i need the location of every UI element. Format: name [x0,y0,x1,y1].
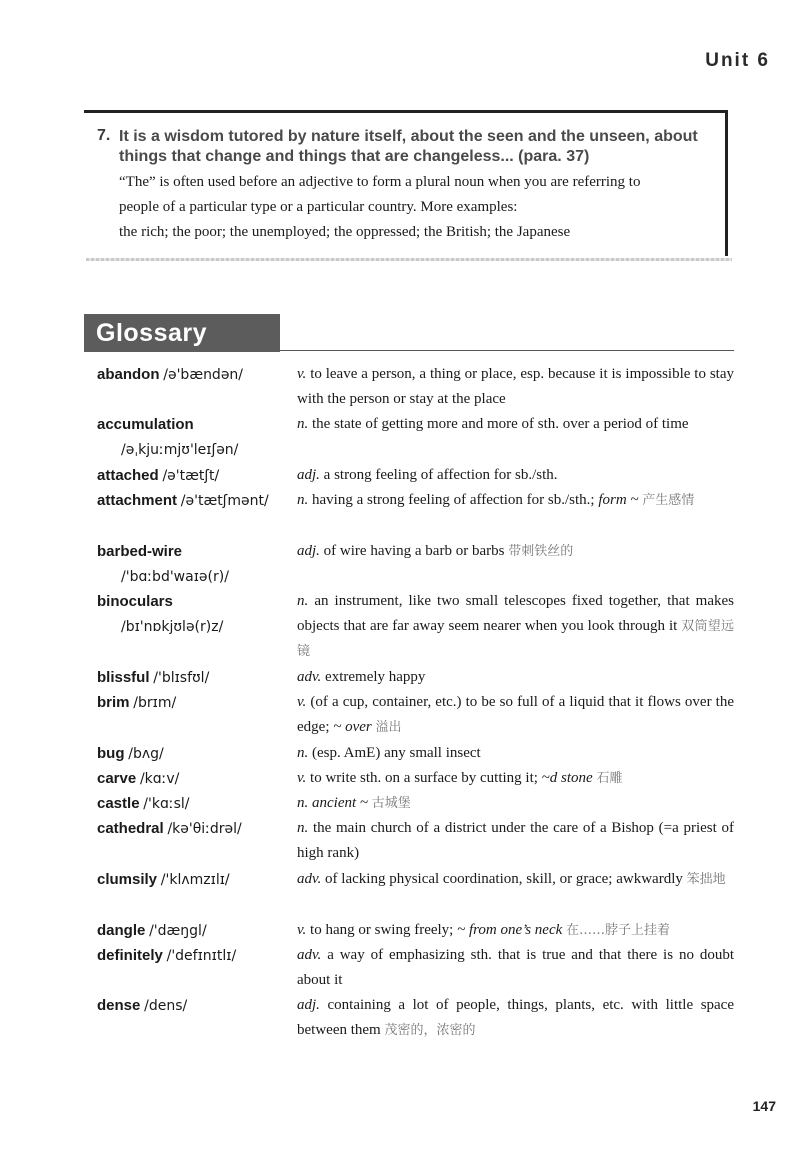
entry-phrase: ~ from one’s neck [457,922,563,938]
entry-def-text: to hang or swing freely; [310,922,454,938]
entry-term [97,993,289,1019]
glossary-rule [280,350,734,351]
entry-term [97,867,289,893]
entry-chinese: 在……脖子上挂着 [566,923,671,938]
entry-def-text: extremely happy [325,669,426,685]
entry-term [97,791,289,817]
entry-phrase: ~ over [333,719,372,735]
entry-word: carve [97,770,137,787]
entry-term [97,362,289,388]
entry-term [97,539,289,590]
entry-pronunciation: /kə'θiːdrəl/ [167,821,242,837]
entry-word: castle [97,795,140,812]
entry-chinese: 石雕 [596,771,623,786]
note-line: “The” is often used before an adjective to form a plural noun when you are referring to [119,174,641,190]
entry-phrase: ancient ~ [312,795,369,811]
entry-pronunciation: /'dæŋgl/ [149,923,207,939]
entry-definition [297,589,734,664]
entry-pos: n. [297,593,309,609]
entry-chinese: 双筒望远镜 [297,619,734,659]
entry-definition [297,362,734,412]
entry-definition [297,943,734,993]
entry-chinese: 古城堡 [371,796,411,811]
entry-def-text: of lacking physical coordination, skill, or grace; awkwardly [325,871,683,887]
entry-phrase: ~d stone [541,770,593,786]
note-box-shadow [86,258,732,261]
entry-pronunciation: /'defɪnɪtlɪ/ [166,948,237,964]
entry-term [97,816,289,842]
entry-def-text: of wire having a barb or barbs [323,543,505,559]
entry-pronunciation: /'blɪsfʊl/ [153,670,210,686]
note-number: 7. [97,127,111,144]
entry-term [97,741,289,767]
entry-word: bug [97,745,125,762]
entry-word: definitely [97,947,163,964]
entry-pronunciation: /dens/ [144,998,188,1014]
entry-word: cathedral [97,820,164,837]
entry-definition [297,463,734,488]
entry-word: dangle [97,922,146,939]
entry-pronunciation: /bɪ'nɒkjʊlə(r)z/ [121,619,224,635]
entry-pos: v. [297,694,307,710]
entry-pronunciation: /ə'bændən/ [163,367,244,383]
entry-def-text: an instrument, like two small telescopes fixed together, that makes objects that are far away seem nearer when you look through it [297,593,734,634]
entry-word: attachment [97,492,178,509]
entry-definition [297,412,734,437]
entry-definition [297,665,734,690]
entry-term [97,918,289,944]
note-line: the rich; the poor; the unemployed; the oppressed; the British; the Japanese [119,224,571,240]
entry-pos: v. [297,922,307,938]
entry-definition [297,816,734,866]
entry-def-text: to write sth. on a surface by cutting it; [310,770,538,786]
entry-pos: n. [297,745,309,761]
entry-pos: v. [297,366,307,382]
entry-term [97,463,289,489]
glossary-title: Glossary [84,314,280,352]
entry-chinese: 茂密的，浓密的 [384,1023,476,1038]
entry-def-text: (esp. AmE) any small insect [312,745,481,761]
entry-pos: n. [297,820,309,836]
entry-def-text: having a strong feeling of affection for sb./sth.; [312,492,595,508]
entry-def-text: (of a cup, container, etc.) to be so full of a liquid that it flows over the edge; [297,694,735,735]
entry-word: barbed-wire [97,543,183,560]
entry-term [97,665,289,691]
entry-pos: n. [297,795,309,811]
entry-pronunciation: /bʌg/ [128,746,164,762]
entry-pos: v. [297,770,307,786]
entry-def-text: the main church of a district under the care of a Bishop (=a priest of high rank) [297,820,734,861]
entry-pronunciation: /ə'tætʃt/ [162,468,220,484]
entry-term [97,766,289,792]
entry-def-text: a strong feeling of affection for sb./sth. [323,467,558,483]
entry-def-text: to leave a person, a thing or place, esp. because it is impossible to stay with the person or stay at the place [297,366,734,407]
page-number: 147 [752,1098,776,1114]
entry-word: binoculars [97,593,173,610]
entry-definition [297,690,734,740]
note-text [119,170,724,245]
entry-term [97,488,289,514]
entry-word: brim [97,694,130,711]
entry-def-text: containing a lot of people, things, plants, etc. with little space between them [297,997,734,1038]
entry-definition [297,993,734,1043]
entry-pos: adv. [297,871,322,887]
entry-definition [297,766,734,791]
entry-definition [297,791,734,816]
entry-pos: n. [297,416,309,432]
entry-chinese: 产生感情 [642,493,695,508]
entry-word: abandon [97,366,160,383]
entry-word: accumulation [97,416,194,433]
entry-word: clumsily [97,871,158,888]
entry-def-text: the state of getting more and more of sth. over a period of time [312,416,689,432]
entry-pos: adj. [297,997,320,1013]
entry-pronunciation: /əˌkjuːmjʊ'leɪʃən/ [121,442,239,458]
note-line: people of a particular type or a particular country. More examples: [119,199,518,215]
entry-chinese: 笨拙地 [686,872,726,887]
entry-term [97,589,289,640]
entry-def-text: a way of emphasizing sth. that is true and that there is no doubt about it [297,947,734,988]
entry-word: blissful [97,669,150,686]
entry-word: dense [97,997,141,1014]
entry-pronunciation: /'kɑːsl/ [143,796,190,812]
entry-definition [297,867,734,892]
entry-pronunciation: /ə'tætʃmənt/ [180,493,269,509]
entry-term [97,943,289,969]
entry-definition [297,539,734,564]
entry-word: attached [97,467,159,484]
entry-term [97,412,289,463]
unit-label: Unit 6 [705,50,770,71]
entry-pronunciation: /kɑːv/ [139,771,180,787]
entry-definition [297,918,734,943]
entry-definition [297,741,734,766]
entry-phrase: form ~ [598,492,639,508]
entry-pos: adv. [297,669,322,685]
entry-definition [297,488,734,513]
entry-chinese: 带刺铁丝的 [508,544,574,559]
entry-pos: adv. [297,947,322,963]
entry-pos: n. [297,492,309,508]
entry-pos: adj. [297,467,320,483]
entry-pronunciation: /brɪm/ [133,695,177,711]
entry-pronunciation: /'bɑːbd'waɪə(r)/ [121,569,229,585]
note-heading: It is a wisdom tutored by nature itself, about the seen and the unseen, about things that change and things that are changeless... (para. 37) [119,128,698,165]
entry-pronunciation: /'klʌmzɪlɪ/ [160,872,230,888]
entry-chinese: 溢出 [375,720,402,735]
entry-term [97,690,289,716]
entry-pos: adj. [297,543,320,559]
